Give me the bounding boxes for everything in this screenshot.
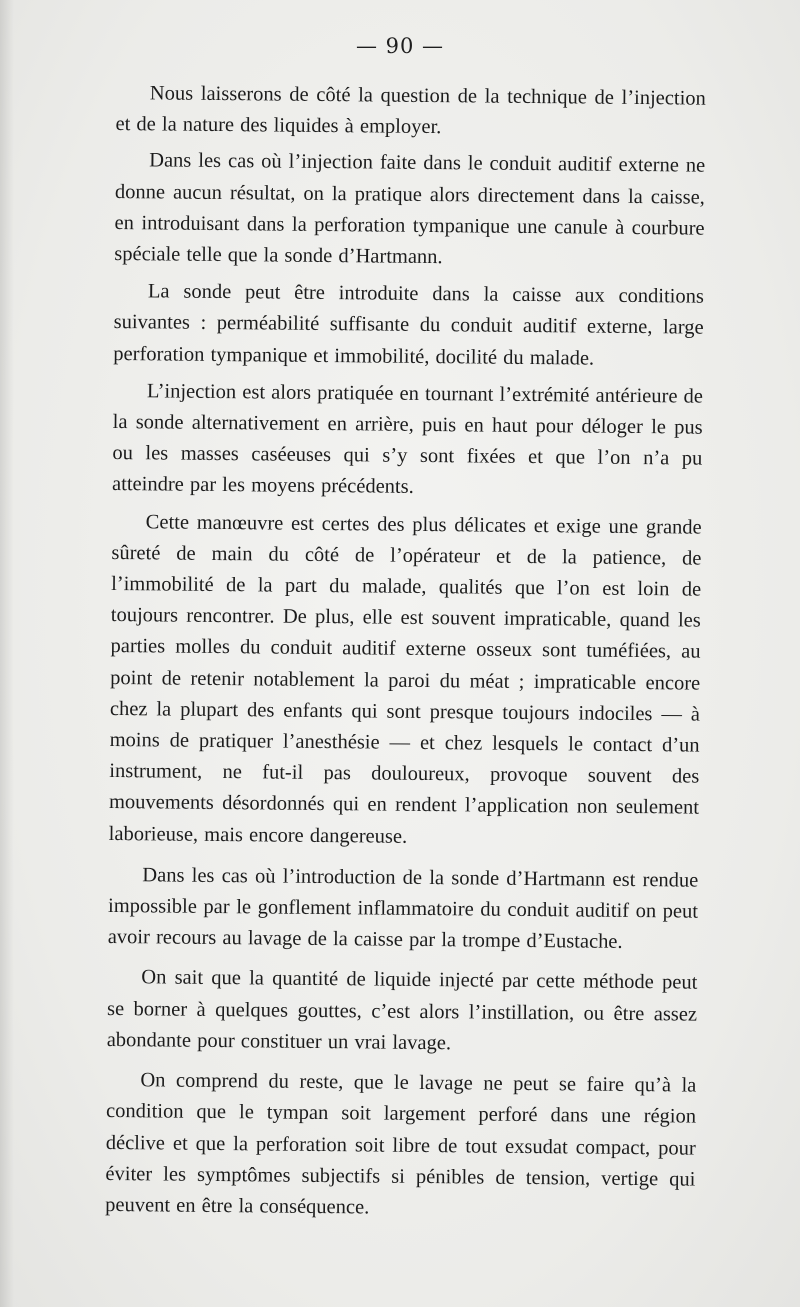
paragraph: Cette manœuvre est certes des plus délicates et exige une grande sûreté de main du côté de l’opérateur et de la patience, de l’immobilité de la part du malade, qualités que l’on est loin de toujours rencontrer. De plus, elle est souvent impraticable, quand les parties molles du conduit auditif externe osseux sont tuméfiées, au point de retenir notablement la paroi du méat ; impraticable encore chez la plupart des enfants qui sont presque toujours indociles — à moins de pratiquer l’anesthésie — et chez lesquels le contact d’un instrument, ne fut-il pas douloureux, provoque souvent des mouvements désordonnés qui en rendent l’application non seulement laborieuse, mais encore dangereuse. [108, 510, 702, 848]
paragraph: On comprend du reste, que le lavage ne peut se faire qu’à la condition que le tympan soit largement perforé dans une région déclive et que la perforation soit libre de tout exsudat compact, pour éviter les symptômes subjectifs si pénibles de tension, vertige qui peuvent en être la conséquence. [105, 1069, 697, 1219]
body-text [105, 78, 706, 1235]
paragraph: Nous laisserons de côté la question de la technique de l’injection et de la nature des liquides à employer. [115, 82, 706, 139]
binding-shadow [0, 0, 14, 1307]
paragraph: On sait que la quantité de liquide injecté par cette méthode peut se borner à quelques gouttes, c’est alors l’instillation, ou être assez abondante pour constituer un vrai lavage. [106, 966, 698, 1055]
paragraph: La sonde peut être introduite dans la caisse aux conditions suivantes : perméabilité suffisante du conduit auditif externe, large perforation tympanique et immobilité, docilité du malade. [113, 280, 705, 370]
paragraph: L’injection est alors pratiquée en tournant l’extrémité antérieure de la sonde alternativement en arrière, puis en haut pour déloger le pus ou les masses caséeuses qui s’y sont fixées et que l’on n’a pu atteindre par les moyens précédents. [111, 380, 704, 499]
page-number: — 90 — [355, 34, 445, 58]
paragraph: Dans les cas où l’injection faite dans le conduit auditif externe ne donne aucun résultat, on la pratique alors directement dans la caisse, en introduisant dans la perforation tympanique une canule à courbure spéciale telle que la sonde d’Hartmann. [114, 149, 706, 269]
paragraph: Dans les cas où l’introduction de la sonde d’Hartmann est rendue impossible par le gonflement inflammatoire du conduit auditif on peut avoir recours au lavage de la caisse par la trompe d’Eustache. [107, 864, 699, 954]
